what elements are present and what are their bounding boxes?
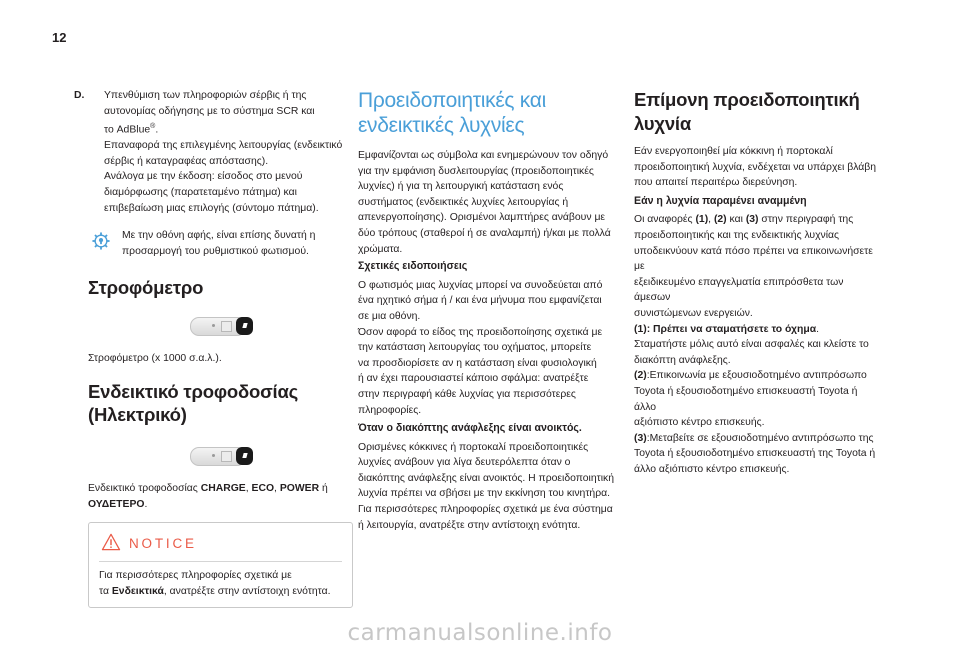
item-d-text — [88, 88, 353, 216]
power-gauge-icon — [190, 444, 252, 468]
text-line: Ορισμένες κόκκινες ή πορτοκαλί προειδοποιητικές — [358, 441, 589, 453]
text-fragment: και — [726, 214, 746, 226]
notice-body — [99, 561, 342, 599]
text-line: αξιόπιστο κέντρο επισκευής. — [634, 417, 765, 429]
text-line: διακόπτης ανάφλεξης είναι ανοικτός. Η προειδοποιητική — [358, 472, 615, 484]
text-line: να προσδιορίσετε αν η κατάσταση είναι φυσιολογική — [358, 357, 597, 369]
text-fragment: . — [816, 323, 819, 335]
text-fragment: ή — [319, 483, 328, 494]
item-1-title: : Πρέπει να σταματήσετε το όχημα — [646, 323, 817, 335]
text-line: Ανάλογα με την έκδοση: είσοδος στο μενού — [104, 171, 303, 183]
text-line: επιβεβαίωση μιας επιλογής (σύντομο πάτημα). — [104, 202, 319, 214]
text-line: ένα ηχητικό σήμα ή / και ένα μήνυμα που εμφανίζεται — [358, 295, 602, 307]
tip-text — [122, 228, 353, 259]
column-middle — [358, 88, 620, 533]
notice-title: NOTICE — [129, 536, 197, 552]
ref-1: (1) — [695, 214, 709, 226]
text-fragment: , — [708, 214, 714, 226]
text-line: ή αν έχει παρουσιαστεί κάποιο σφάλμα: ανατρέξτε — [358, 373, 589, 385]
text-line: συνιστώμενων ενεργειών. — [634, 307, 753, 319]
tip-note — [88, 228, 353, 259]
registered-mark: ® — [150, 123, 156, 131]
text-line: σε μια οθόνη. — [358, 310, 421, 322]
ignition-paragraph — [358, 440, 620, 534]
mode-eco: ECO — [251, 483, 275, 494]
tachometer-heading: Στροφόμετρο — [88, 277, 204, 299]
text-line: Toyota ή εξουσιοδοτημένο επισκευαστή της Toyota ή — [634, 448, 876, 460]
text-line: Για περισσότερες πληροφορίες σχετικά με — [99, 570, 292, 582]
lamp-stays-on-heading: Εάν η λυχνία παραμένει αναμμένη — [634, 194, 807, 207]
text-line: προειδοποιητική λυχνία, ενδέχεται να υπάρχει βλάβη — [634, 161, 877, 173]
item-d-label: D. — [74, 90, 85, 101]
text-line: Εμφανίζονται ως σύμβολα και ενημερώνουν τον οδηγό — [358, 150, 609, 161]
text-line: Επαναφορά της επιλεγμένης λειτουργίας (ενδεικτικό — [104, 140, 343, 152]
text-fragment: στην περιγραφή της — [758, 214, 854, 226]
heading-line: λυχνία — [634, 113, 692, 134]
watermark: carmanualsonline.info — [347, 620, 613, 646]
alerts-paragraph — [358, 278, 620, 418]
text-line: που απαιτεί περαιτέρω διερεύνηση. — [634, 177, 798, 189]
text-line: λυχνίες) ή για τη λειτουργική κατάσταση ενός — [358, 181, 564, 193]
ignition-on-heading: Όταν ο διακόπτης ανάφλεξης είναι ανοικτός. — [358, 422, 582, 435]
warning-lamps-heading — [358, 88, 620, 138]
text-line: πληροφορίες. — [358, 404, 422, 416]
notice-link-word: Ενδεικτικά — [111, 585, 164, 597]
text-line: Σταματήστε μόλις αυτό είναι ασφαλές και κλείστε το — [634, 339, 869, 351]
mode-power: POWER — [279, 483, 320, 494]
mode-charge: CHARGE — [200, 483, 246, 494]
item-d — [74, 88, 353, 216]
text-line: Εάν ενεργοποιηθεί μία κόκκινη ή πορτοκαλί — [634, 146, 833, 157]
notice-header — [99, 531, 342, 555]
text-line: για την εμφάνιση δυσλειτουργίας (προειδοποιητικές — [358, 165, 594, 177]
persistent-intro — [634, 144, 882, 191]
warning-triangle-icon — [101, 533, 121, 551]
text-line: διαμόρφωσης (παρατεταμένο πάτημα) και — [104, 187, 297, 199]
ref-2: (2) — [713, 214, 727, 226]
heading-line: Επίμονη προειδοποιητική — [634, 89, 860, 110]
text-line: προσαρμογή του ρυθμιστικού φωτισμού. — [122, 245, 309, 257]
item-3 — [634, 431, 882, 478]
text-line: διακόπτη ανάφλεξης. — [634, 354, 731, 366]
text-line: Για περισσότερες πληροφορίες σχετικά με ένα σύστημα — [358, 504, 613, 516]
text-line: συστήματος (ενδεικτικές λυχνίες λειτουργίας ή — [358, 196, 569, 208]
related-alerts-heading: Σχετικές ειδοποιήσεις — [358, 260, 468, 273]
text-line: αυτονομίας οδήγησης με το σύστημα SCR και — [104, 105, 315, 117]
text-fragment: , ανατρέξτε στην αντίστοιχη ενότητα. — [163, 585, 331, 597]
text-line: την κατάσταση λειτουργίας του οχήματος, μπορείτε — [358, 342, 592, 354]
column-left — [74, 88, 353, 608]
item-2-label: (2) — [634, 370, 647, 382]
heading-line: (Ηλεκτρικό) — [88, 404, 187, 425]
heading-line: Ενδεικτικό τροφοδοσίας — [88, 381, 299, 402]
text-line: ή λειτουργία, ανατρέξτε στην αντίστοιχη ενότητα. — [358, 519, 581, 531]
text-line: στην περιγραφή κάθε λυχνίας για περισσότερες — [358, 388, 576, 400]
tachometer-gauge-icon — [190, 314, 252, 338]
text-fragment: Ενδεικτικό τροφοδοσίας — [88, 483, 201, 494]
text-line: λυχνίες ανάβουν για λίγα δευτερόλεπτα όταν ο — [358, 457, 571, 469]
text-fragment: :Επικοινωνία με εξουσιοδοτημένο αντιπρόσωπο — [646, 370, 867, 382]
text-fragment: :Μεταβείτε σε εξουσιοδοτημένο αντιπρόσωπο της — [646, 432, 874, 444]
item-2 — [634, 368, 882, 430]
persistent-lamp-heading — [634, 88, 882, 136]
references-paragraph — [634, 212, 882, 321]
text-line: απενεργοποίησης). Ορισμένοι λαμπτήρες ανάβουν με — [358, 212, 606, 224]
text-fragment: Οι αναφορές — [634, 214, 696, 226]
hybrid-indicator-text — [88, 481, 353, 512]
text-line: λυχνία πρέπει να σβήσει με την εκκίνηση του κινητήρα. — [358, 488, 611, 500]
mode-neutral: ΟΥΔΕΤΕΡΟ — [88, 498, 145, 510]
text-line: άλλο αξιόπιστο κέντρο επισκευής. — [634, 463, 790, 475]
text-fragment: τα — [99, 585, 112, 597]
notice-box — [88, 522, 353, 608]
text-line: το AdBlue — [104, 124, 151, 136]
text-line: σέρβις ή καταγραφέας απόστασης). — [104, 155, 269, 167]
text-line: δύο τρόπους (σταθεροί ή σε αναλαμπή) ή/και με πολλά — [358, 227, 611, 239]
heading-line: ενδεικτικές λυχνίες — [358, 114, 525, 137]
column-right — [634, 88, 882, 477]
text-line: . — [155, 124, 159, 136]
item-1-label: (1) — [634, 323, 647, 335]
page-number: 12 — [52, 30, 67, 45]
text-line: Ο φωτισμός μιας λυχνίας μπορεί να συνοδεύεται από — [358, 279, 603, 291]
heading-line: Προειδοποιητικές και — [358, 89, 546, 112]
text-line: Υπενθύμιση των πληροφοριών σέρβις ή της — [104, 90, 307, 101]
tachometer-text: Στροφόμετρο (x 1000 σ.α.λ.). — [88, 353, 222, 365]
text-line: Με την οθόνη αφής, είναι επίσης δυνατή η — [122, 230, 316, 242]
text-line: προειδοποιητικής και της ενδεικτικής λυχνίας — [634, 229, 840, 241]
text-line: υποδεικνύουν κατά πόσο πρέπει να επικοινωνήσετε με — [634, 245, 873, 273]
hybrid-indicator-heading — [88, 380, 353, 426]
text-fragment: , — [245, 483, 252, 494]
text-fragment: , — [274, 483, 280, 494]
item-1 — [634, 322, 882, 369]
text-fragment: . — [144, 498, 148, 510]
text-line: Toyota ή εξουσιοδοτημένο επισκευαστή Toyota ή άλλο — [634, 385, 858, 413]
ref-3: (3) — [745, 214, 759, 226]
text-line: εξειδικευμένο επαγγελματία επιπρόσθετα των άμεσων — [634, 276, 844, 304]
intro-paragraph — [358, 148, 620, 257]
gear-lightbulb-icon — [92, 232, 110, 250]
text-line: Όσον αφορά το είδος της προειδοποίησης σχετικά με — [358, 326, 603, 338]
text-line: χρώματα. — [358, 243, 403, 255]
item-3-label: (3) — [634, 432, 647, 444]
